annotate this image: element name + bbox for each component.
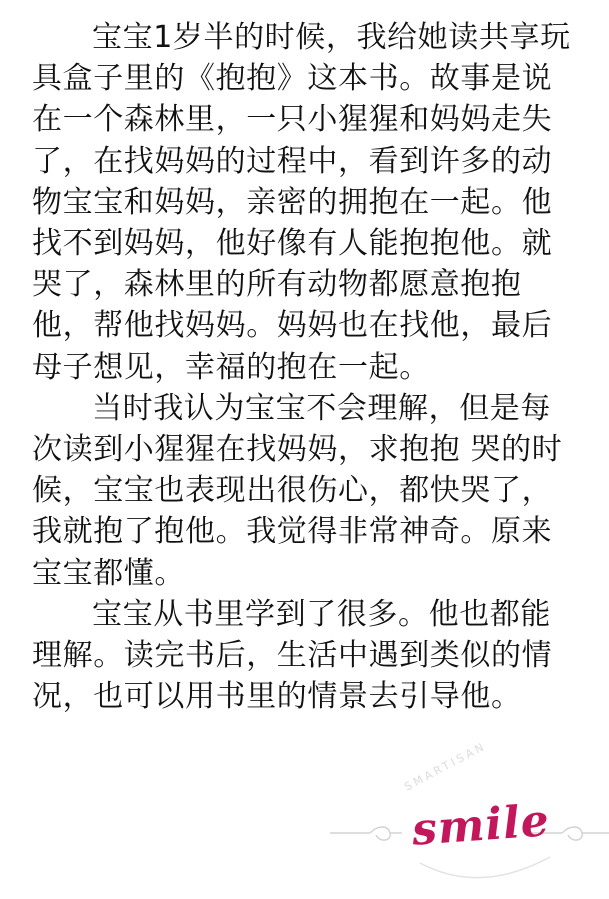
paragraph-2: 当时我认为宝宝不会理解，但是每次读到小猩猩在找妈妈，求抱抱 哭的时候，宝宝也表现出很伤心，都快哭了，我就抱了抱他。我觉得非常神奇。原来宝宝都懂。: [32, 390, 563, 591]
smile-logo: smile: [410, 795, 552, 856]
paragraph-3: 宝宝从书里学到了很多。他也都能理解。读完书后，生活中遇到类似的情况，也可以用书里的情景去引导他。: [32, 596, 553, 715]
article-body: [32, 17, 580, 717]
watermark-arc-text: SMARTISAN: [402, 739, 489, 794]
paragraph-1: 宝宝1岁半的时候，我给她读共享玩具盒子里的《抱抱》这本书。故事是说在一个森林里，一只小猩猩和妈妈走失了，在找妈妈的过程中，看到许多的动物宝宝和妈妈，亲密的拥抱在一起。他找不到妈妈，他好像有人能抱抱他。就哭了，森林里的所有动物都愿意抱抱他，帮他找妈妈。妈妈也在找他，最后母子想见，幸福的抱在一起。: [32, 20, 571, 385]
